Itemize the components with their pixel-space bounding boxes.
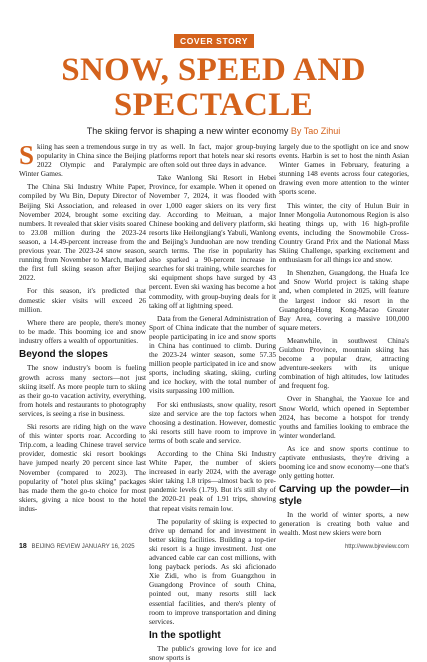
paragraph: Where there are people, there's money to be made. This booming ice and snow industry offers a wealth of opportunities. bbox=[19, 317, 146, 345]
paragraph: As ice and snow sports continue to captivate enthusiasts, they're driving a booming ice and snow economy—one that's only getting hotter. bbox=[279, 443, 409, 481]
paragraph: In Shenzhen, Guangdong, the Huafa Ice and Snow World project is taking shape and, when completed in 2025, will feature the largest indoor ski resort in the Guangdong-Hong Kong-Macao Greater Bay Area, covering a massive 100,000 square meters. bbox=[279, 268, 409, 332]
section-heading: Beyond the slopes bbox=[19, 348, 108, 360]
paragraph: Skiing has seen a tremendous surge in popularity in China since the Beijing 2022 Olympic and Paralympic Winter Games. bbox=[19, 140, 146, 179]
subtitle: The skiing fervor is shaping a new winter economy bbox=[86, 126, 289, 136]
paragraph: For ski enthusiasts, snow quality, resort size and service are the top factors when choosing a destination. However, domestic ski resorts still have room to improve in terms of both scale and service. bbox=[149, 399, 276, 445]
headline-line-1: SNOW, SPEED AND bbox=[61, 52, 366, 88]
paragraph: Meanwhile, in southwest China's Guizhou Province, mountain skiing has become a popular draw, attracting adventure-seekers with its unique combination of high altitudes, low latitudes and frequent fog. bbox=[279, 335, 409, 391]
paragraph: largely due to the spotlight on ice and snow events. Harbin is set to host the ninth Asian Winter Games in February, featuring a stunning 148 events across four categories, drawing even more attention to the winter sports scene. bbox=[279, 142, 409, 197]
paragraph: Data from the General Administration of Sport of China indicate that the number of people participating in ice and snow sports in China has continued to climb. During the 2023-24 winter season, some 57.35 million people participated in ice and snow sports, including skating, skiing, curling and ice hockey, with the total number of visits surpassing 100 million. bbox=[149, 313, 276, 396]
paragraph: Over in Shanghai, the Yaoxue Ice and Snow World, which opened in September 2024, has become a hotspot for trendy youths and families looking to embrace the winter wonderland. bbox=[279, 394, 409, 440]
page-number: 18 bbox=[19, 543, 27, 550]
paragraph: For this season, it's predicted that domestic skier visits will exceed 26 million. bbox=[19, 286, 146, 314]
subtitle-line bbox=[0, 126, 427, 136]
paragraph: Take Wanlong Ski Resort in Hebei Province, for example. When it opened on November 7, 2024, it was flooded with over 1,000 eager skiers on its very first day. According to Meituan, a major Chinese booking and delivery platform, ski resorts like Heilongjiang's Yabuli, Wanlong and Beijing's Junduohan are now trending search terms. The rise in popularity has also sparked a 90-percent increase in searches for ski training, while searches for ski equipment shops have surged by 43 percent. Even ski waxing has become a hot commodity, with group-buying deals for it taking off at lightning speed. bbox=[149, 173, 276, 310]
paragraph: This winter, the city of Hulun Buir in Inner Mongolia Autonomous Region is also heating things up, with 16 high-profile events, including the Snowmobile Cross-Country Grand Prix and the National Mass Skiing Challenge, sparking excitement and enthusiasm for all things ice and snow. bbox=[279, 200, 409, 265]
paragraph: In the world of winter sports, a new generation is creating both value and wealth. Most new skiers were born bbox=[279, 510, 409, 538]
paragraph: Ski resorts are riding high on the wave of this winter sports roar. According to Trip.com, a leading Chinese travel service provider, domestic ski resort bookings have jumped nearly 20 percent since last November (compared to 2023). The popularity of "hotel plus skiing" packages has made them the go-to choice for most skiers, giving a nice boost to the hotel indus- bbox=[19, 422, 146, 513]
issue-info: BEIJING REVIEW JANUARY 16, 2025 bbox=[31, 544, 135, 550]
paragraph: The snow industry's boom is fueling growth across many sectors—not just skiing itself. As more people turn to skiing as their go-to vacation activity, everything, from hotels and restaurants to photography services, is seeing a rise in business. bbox=[19, 363, 146, 418]
paragraph: The popularity of skiing is expected to drive up demand for and investment in better skiing facilities. Building a top-tier ski resort is a huge investment. Just one advanced cable car can cost millions, with long payback periods. As ski aficionado Xie Zidi, who is from Guangzhou in Guangdong Province of south China, pointed out, many resorts still lack essential facilities, and there's plenty of room to improve transportation and dining services. bbox=[149, 516, 276, 626]
headline-line-2: SPECTACLE bbox=[113, 87, 314, 123]
drop-cap: S bbox=[19, 140, 35, 170]
column-2 bbox=[149, 142, 276, 662]
column-1 bbox=[19, 142, 146, 538]
paragraph: According to the China Ski Industry White Paper, the number of skiers increased in early 2024, with the average skier taking 1.8 trips—almost back to pre-pandemic levels (1.79). But it's still shy of the 2020-21 peak of 1.91 trips, showing that repeat visits remain low. bbox=[149, 449, 276, 513]
section-heading: In the spotlight bbox=[149, 629, 221, 641]
paragraph: The China Ski Industry White Paper, compiled by Wu Bin, Deputy Director of Beijing Ski Association, and released in November 2024, brought some exciting numbers. It revealed that skier visits soared to 23.08 million during the 2023-24 season, a 14.49-percent increase from the previous year. The 2023-24 snow season, running from November to March, marked the first full skiing season after Beijing 2022. bbox=[19, 182, 146, 283]
section-heading: Carving up the powder—in style bbox=[279, 484, 409, 507]
website-link[interactable]: http://www.bjreview.com bbox=[344, 544, 409, 550]
paragraph: try as well. In fact, major group-buying platforms report that hotels near ski resorts are often sold out three days in advance. bbox=[149, 142, 276, 170]
paragraph: The public's growing love for ice and snow sports is bbox=[149, 644, 276, 662]
byline: By Tao Zihui bbox=[290, 126, 341, 136]
footer-left bbox=[19, 542, 135, 552]
section-tag: COVER STORY bbox=[174, 34, 254, 48]
column-3 bbox=[279, 142, 409, 538]
page-footer bbox=[19, 542, 409, 552]
